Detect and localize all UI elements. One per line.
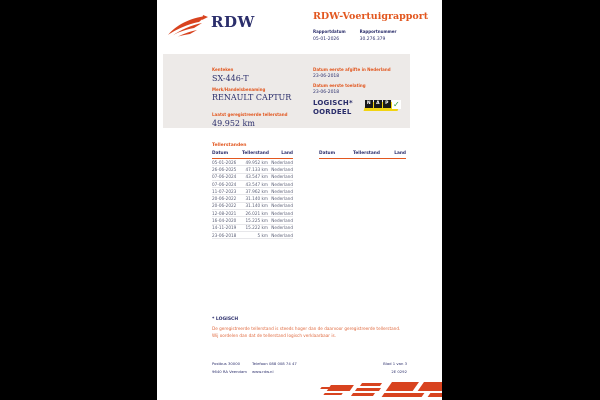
- cell-land: Nederland: [271, 188, 293, 194]
- cell-land: Nederland: [271, 210, 293, 216]
- cell-datum: 12-08-2021: [212, 210, 237, 216]
- rdw-logo-icon: [166, 13, 208, 39]
- cell-land: Nederland: [271, 174, 293, 180]
- afgifte-value: 23-06-2018: [313, 73, 340, 79]
- cell-datum: 05-01-2026: [212, 159, 237, 165]
- report-date-label: Rapportdatum: [313, 29, 346, 34]
- cell-land: Nederland: [271, 181, 293, 187]
- report-date-block: [313, 29, 346, 42]
- table-row: [212, 159, 293, 166]
- document-page: [157, 0, 442, 400]
- cell-datum: 14-11-2019: [212, 225, 237, 231]
- vehicle-dates-column: [313, 67, 410, 118]
- cell-datum: 16-04-2020: [212, 218, 237, 224]
- footer-page-number: Blad 1 van 3: [383, 361, 407, 366]
- cell-datum: 20-06-2022: [212, 196, 237, 202]
- merk-value: RENAULT CAPTUR: [212, 93, 292, 102]
- logisch-footnote: [212, 317, 408, 339]
- toelating-value: 23-06-2018: [313, 89, 340, 95]
- col-header-land: Land: [394, 151, 406, 156]
- cell-land: Nederland: [271, 159, 293, 165]
- report-number-value: 30.276.379: [359, 36, 386, 42]
- cell-datum: 11-07-2023: [212, 188, 237, 194]
- nap-check-icon: ✓: [392, 100, 400, 109]
- kenteken-value: SX-446-T: [212, 73, 249, 83]
- cell-land: Nederland: [271, 232, 293, 238]
- cell-land: Nederland: [271, 166, 293, 172]
- table-row: [212, 174, 293, 181]
- page-footer: [212, 360, 407, 377]
- cell-tellerstand: 43.547 km: [245, 174, 268, 180]
- table-row: [212, 203, 293, 210]
- merk-label: Merk/Handelsbenaming: [212, 86, 266, 92]
- cell-datum: 07-06-2024: [212, 181, 237, 187]
- cell-tellerstand: 31.140 km: [245, 196, 268, 202]
- report-meta: [313, 29, 397, 42]
- table-row: [212, 225, 293, 232]
- cell-tellerstand: 37.962 km: [245, 188, 268, 194]
- report-title: RDW-Voertuigrapport: [313, 11, 429, 22]
- tellerstand-label: Laatst geregistreerde tellerstand: [212, 112, 288, 117]
- cell-datum: 20-06-2022: [212, 203, 237, 209]
- cell-land: Nederland: [271, 218, 293, 224]
- cell-datum: 23-06-2018: [212, 232, 237, 238]
- nap-logo-icon: [363, 100, 407, 113]
- col-header-tellerstand: Tellerstand: [353, 151, 380, 156]
- col-header-tellerstand: Tellerstand: [242, 151, 269, 156]
- table-header: [319, 151, 406, 159]
- report-number-block: [360, 29, 397, 42]
- footer-website-link[interactable]: www.rdw.nl: [252, 369, 274, 375]
- cell-land: Nederland: [271, 225, 293, 231]
- nap-letter-p: P: [383, 100, 391, 108]
- cell-tellerstand: 15.222 km: [245, 225, 268, 231]
- footer-address-line1: Postbus 30000: [212, 361, 241, 366]
- oordeel-line1: LOGISCH*: [313, 99, 353, 107]
- cell-tellerstand: 26.021 km: [245, 210, 268, 216]
- col-header-land: Land: [281, 151, 293, 156]
- table-row: [212, 217, 293, 224]
- tellerstand-value: 49.952 km: [212, 118, 255, 128]
- oordeel-text: [313, 99, 353, 118]
- col-header-datum: Datum: [212, 151, 229, 156]
- speed-lines-graphic: [317, 382, 442, 400]
- footer-paging: [337, 360, 407, 377]
- report-number-label: Rapportnummer: [359, 29, 397, 34]
- cell-tellerstand: 31.140 km: [245, 203, 268, 209]
- table-header: [212, 151, 293, 159]
- toelating-label: Datum eerste toelating: [313, 83, 366, 88]
- table-row: [212, 210, 293, 217]
- footer-form-code: 2E 0292: [391, 369, 407, 375]
- cell-tellerstand: 47.133 km: [245, 166, 268, 172]
- tellerstanden-title: Tellerstanden: [212, 143, 247, 148]
- footer-address-line2: 9640 RA Veendam: [212, 369, 247, 375]
- cell-datum: 26-06-2025: [212, 166, 237, 172]
- vehicle-identity-column: [212, 67, 291, 132]
- cell-land: Nederland: [271, 196, 293, 202]
- footnote-title: * LOGISCH: [212, 317, 239, 322]
- tellerstanden-table-right: [319, 151, 406, 159]
- footnote-body: De geregistreerde tellerstand is steeds hoger dan de daarvoor geregistreerde tellerstand. Wij oordelen dan dat de tellerstand logisch verklaarbaar is.: [212, 325, 401, 338]
- tellerstanden-table-left: [212, 151, 293, 239]
- footer-contact: [252, 360, 337, 377]
- cell-tellerstand: 5 km: [257, 232, 268, 238]
- cell-tellerstand: 49.952 km: [245, 159, 268, 165]
- rdw-logo-text: RDW: [211, 13, 255, 31]
- col-header-datum: Datum: [319, 151, 336, 156]
- cell-datum: 07-06-2024: [212, 174, 237, 180]
- kenteken-label: Kenteken: [212, 67, 234, 72]
- vehicle-info-panel: [163, 54, 410, 128]
- cell-tellerstand: 15.225 km: [245, 218, 268, 224]
- nap-letter-n: N: [365, 100, 373, 108]
- footer-address: [212, 360, 252, 377]
- table-row: [212, 166, 293, 173]
- judgement-row: [313, 99, 410, 118]
- table-row: [212, 232, 293, 239]
- footer-phone: Telefoon 088 008 74 47: [252, 361, 297, 366]
- table-row: [212, 181, 293, 188]
- cell-land: Nederland: [271, 203, 293, 209]
- left-table-rows: [212, 159, 293, 239]
- table-row: [212, 188, 293, 195]
- afgifte-label: Datum eerste afgifte in Nederland: [313, 67, 391, 72]
- nap-letter-a: A: [374, 100, 382, 108]
- report-date-value: 05-01-2026: [313, 36, 340, 42]
- oordeel-line2: OORDEEL: [313, 108, 352, 117]
- cell-tellerstand: 43.547 km: [245, 181, 268, 187]
- table-row: [212, 195, 293, 202]
